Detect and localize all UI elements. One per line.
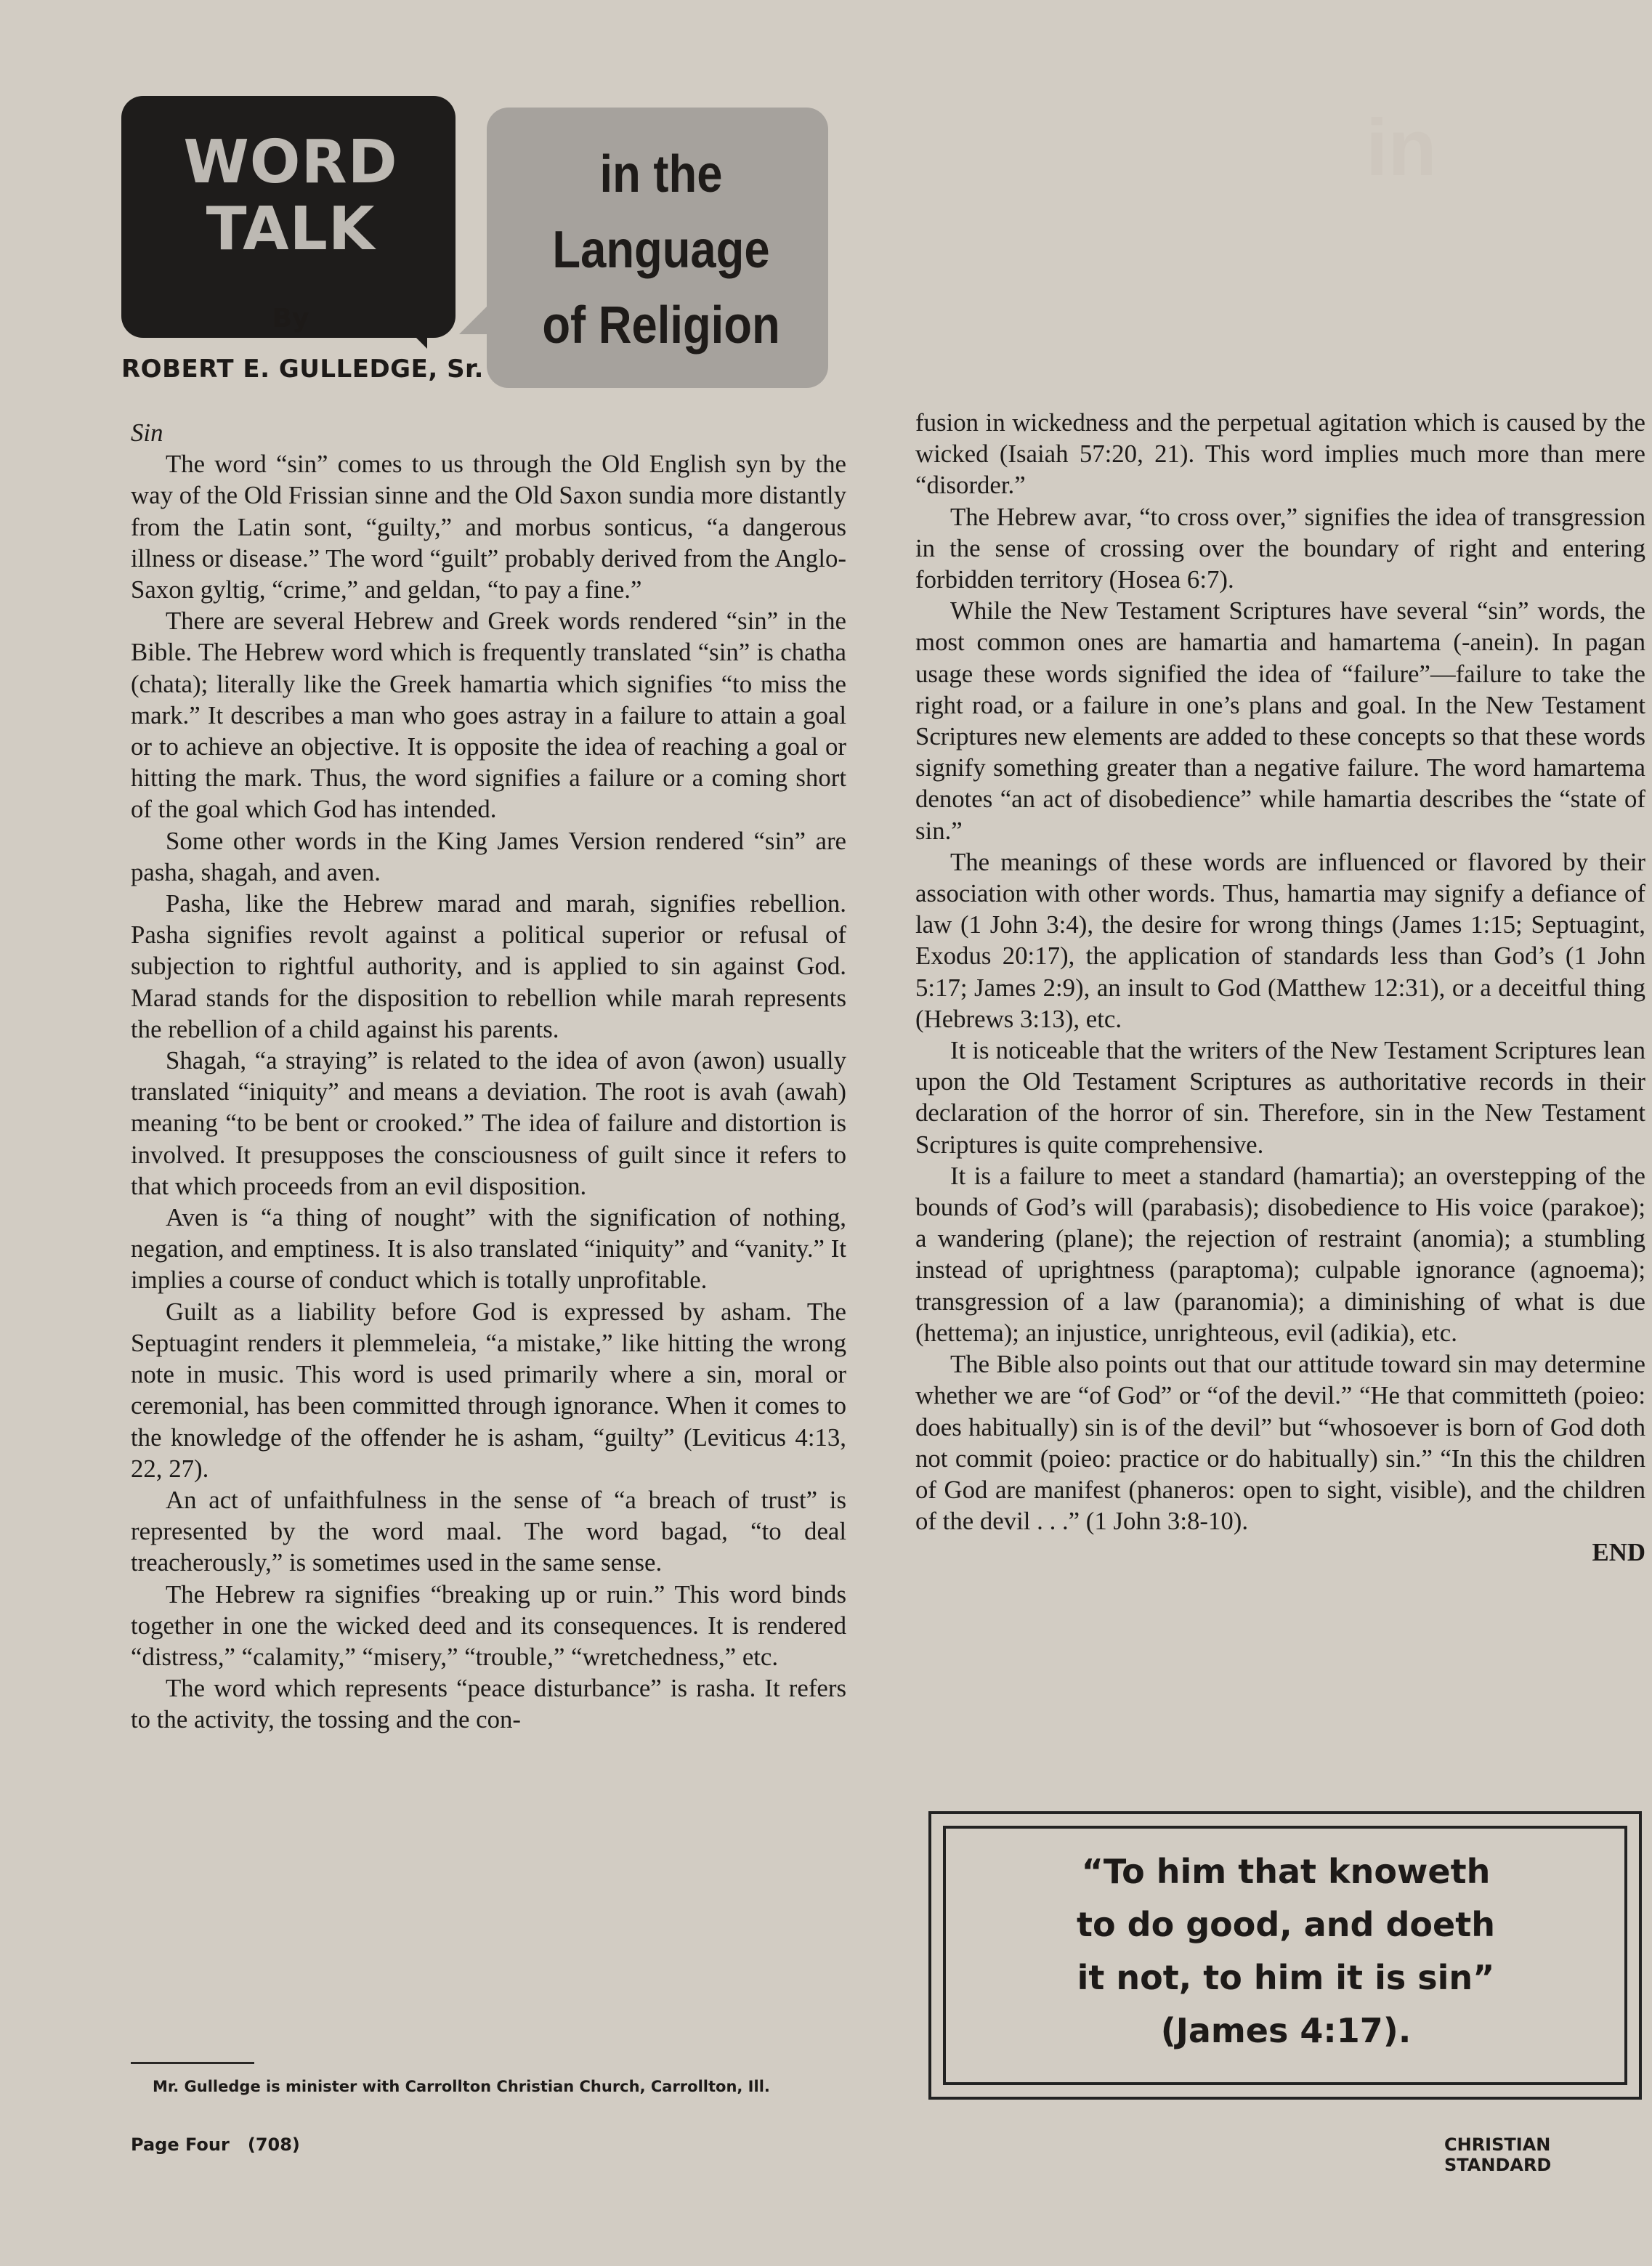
paragraph: Some other words in the King James Version rendered “sin” are pasha, shagah, and aven. (131, 826, 846, 886)
paragraph: The Hebrew ra signifies “breaking up or ruin.” This word binds together in one the wicked deed and its consequences. It is rendered “distress,” “calamity,” “misery,” “trouble,” “wretchedness,” etc. (131, 1579, 846, 1671)
word-talk-title: WORD TALK (183, 128, 398, 264)
quote-line: “To him that knoweth (1081, 1852, 1491, 1891)
bleed-through-mark: in (1366, 103, 1437, 193)
subhead: Sin (131, 418, 163, 447)
paragraph: fusion in wickedness and the perpetual agitation which is caused by the wicked (Isaiah 57:20, 21). This word implies much more than mere “disorder.” (915, 408, 1645, 500)
paragraph: The Bible also points out that our attitude toward sin may determine whether we are “of God” or “of the devil.” “He that committeth (poieo: does habitually) sin is of the devil” but “whosoever is born of God doth not commit (poieo: practice or do habitually) sin.” “In this the children of God are manifest (phaneros: open to sight, visible), and the children of the devil . . .” (1 John 3:8-10). (915, 1350, 1645, 1536)
paragraph: The Hebrew avar, “to cross over,” signifies the idea of transgression in the sense of crossing over the boundary of right and entering forbidden territory (Hosea 6:7). (915, 502, 1645, 594)
bubble-tail (459, 283, 510, 334)
bubble-tail (369, 291, 427, 349)
paragraph: Guilt as a liability before God is expressed by asham. The Septuagint renders it plemmeleia, “a mistake,” like hitting the wrong note in music. This word is used primarily where a sin, moral or ceremonial, has been committed through ignorance. When it comes to the knowledge of the offender he is asham, “guilty” (Leviticus 4:13, 22, 27). (131, 1297, 846, 1483)
footnote-divider (131, 2062, 254, 2064)
paragraph: Aven is “a thing of nought” with the signification of nothing, negation, and emptiness. It is also translated “iniquity” and “vanity.” It implies a course of conduct which is totally unprofitable. (131, 1203, 846, 1295)
paragraph: It is a failure to meet a standard (hamartia); an overstepping of the bounds of God’s will (parabasis); disobedience to His voice (parakoe); a wandering (plane); the rejection of restraint (anomia); a stumbling instead of uprightness (paraptoma); culpable ignorance (agnoema); transgression of a law (paranomia); a diminishing of what is due (hettema); an injustice, unrighteous, evil (adikia), etc. (915, 1161, 1645, 1347)
paragraph: Shagah, “a straying” is related to the idea of avon (awon) usually translated “iniquity” and means a deviation. The root is avah (awah) meaning “to be bent or crooked.” The idea of failure and distortion is involved. It presupposes the consciousness of guilt since it refers to that which proceeds from an evil disposition. (131, 1046, 846, 1200)
paragraph: The word which represents “peace disturbance” is rasha. It refers to the activity, the tossing and the con- (131, 1674, 846, 1734)
paragraph: There are several Hebrew and Greek words rendered “sin” in the Bible. The Hebrew word which is frequently translated “sin” is chatha (chata); literally like the Greek hamartia which signifies “to miss the mark.” It describes a man who goes astray in a failure to attain a goal or to achieve an objective. It is opposite the idea of reaching a goal or hitting the mark. Thus, the word signifies a failure or a coming short of the goal which God has intended. (131, 607, 846, 824)
paragraph: An act of unfaithfulness in the sense of “a breach of trust” is represented by the word maal. The word bagad, “to deal treacherously,” is sometimes used in the same sense. (131, 1485, 846, 1577)
author-name: ROBERT E. GULLEDGE, Sr. (121, 355, 484, 384)
magazine-name: CHRISTIAN STANDARD (1444, 2135, 1552, 2175)
author-footnote: Mr. Gulledge is minister with Carrollton Christian Church, Carrollton, Ill. (153, 2078, 770, 2095)
page-number: Page Four (708) (131, 2135, 300, 2155)
scripture-quote (944, 1845, 1627, 2057)
quote-line: (James 4:17). (1160, 2011, 1412, 2050)
paragraph: It is noticeable that the writers of the New Testament Scriptures lean upon the Old Testament Scriptures as authoritative records in their declaration of the horror of sin. Therefore, sin in the New Testament Scriptures is quite comprehensive. (915, 1036, 1645, 1159)
paragraph: While the New Testament Scriptures have several “sin” words, the most common ones are hamartia and hamartema (-anein). In pagan usage these words signified the idea of “failure”—failure to take the right road, or a failure in one’s plans and goal. In the New Testament Scriptures new elements are added to these concepts so that these words signify something greater than a negative failure. The word hamartema denotes “an act of disobedience” while hamartia describes the “state of sin.” (915, 596, 1645, 845)
quote-line: it not, to him it is sin” (1077, 1958, 1495, 1997)
article-column-right (915, 407, 1645, 1569)
article-column-left (131, 417, 846, 1736)
end-mark: END (1592, 1538, 1645, 1567)
quote-line: to do good, and doeth (1077, 1905, 1495, 1944)
paragraph: The meanings of these words are influenced or flavored by their association with other words. Thus, hamartia may signify a defiance of law (1 John 3:4), the desire for wrong things (James 1:15; Septuagint, Exodus 20:17), the application of standards less than God’s (1 John 5:17; James 2:9), an insult to God (Matthew 12:31), or a deceitful thing (Hebrews 3:13), etc. (915, 847, 1645, 1033)
paragraph: Pasha, like the Hebrew marad and marah, signifies rebellion. Pasha signifies revolt against a political superior or refusal of subjection to rightful authority, and is applied to sin against God. Marad stands for the disposition to rebellion while marah represents the rebellion of a child against his parents. (131, 889, 846, 1043)
byline-label: By (272, 304, 309, 333)
section-title: in the Language of Religion (542, 145, 780, 355)
paragraph: The word “sin” comes to us through the Old English syn by the way of the Old Frissian sinne and the Old Saxon sundia more distantly from the Latin sont, “guilty,” and morbus sonticus, “a dangerous illness or disease.” The word “guilt” probably derived from the Anglo-Saxon gyltig, “crime,” and geldan, “to pay a fine.” (131, 450, 846, 604)
